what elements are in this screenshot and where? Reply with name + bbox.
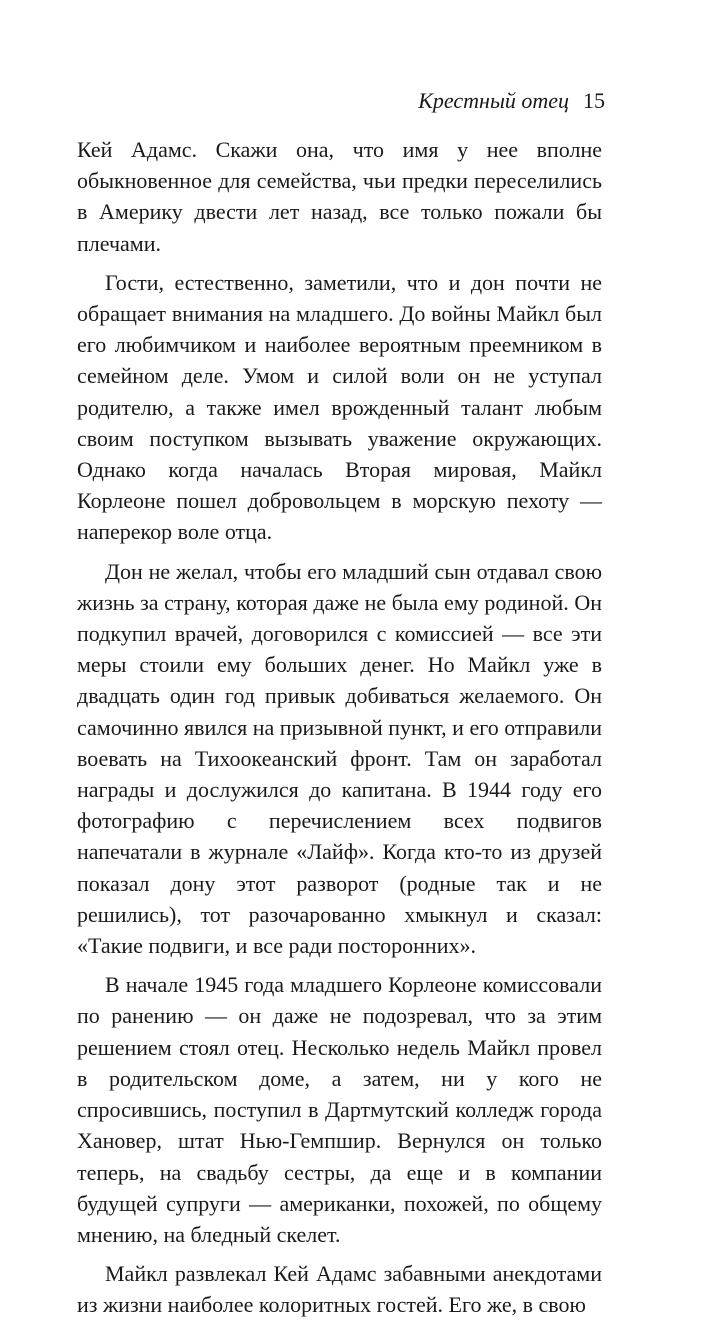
running-head: [418, 88, 605, 114]
body-text: [77, 134, 602, 1321]
paragraph: Дон не желал, чтобы его младший сын отдавал свою жизнь за страну, которая даже не была ему родиной. Он подкупил врачей, договорился с комиссией — все эти меры стоили ему больших денег. Но Майкл уже в двадцать один год привык добиваться желаемого. Он самочинно явился на призывной пункт, и его отправили воевать на Тихоокеанский фронт. Там он заработал награды и дослужился до капитана. В 1944 году его фотографию с перечислением всех подвигов напечатали в журнале «Лайф». Когда кто-то из друзей показал дону этот разворот (родные так и не решились), тот разочарованно хмыкнул и сказал: «Такие подвиги, и все ради посторонних».: [77, 558, 602, 959]
paragraph-continuation: Кей Адамс. Скажи она, что имя у нее вполне обыкновенное для семейства, чьи предки переселились в Америку двести лет назад, все только пожали бы плечами.: [77, 137, 602, 256]
paragraph: Майкл развлекал Кей Адамс забавными анекдотами из жизни наиболее колоритных гостей. Его же, в свою: [77, 1261, 602, 1318]
page-number: 15: [583, 88, 605, 113]
paragraph: В начале 1945 года младшего Корлеоне комиссовали по ранению — он даже не подозревал, что за этим решением стоял отец. Несколько недель Майкл провел в родительском доме, а затем, ни у кого не спросившись, поступил в Дартмутский колледж города Хановер, штат Нью-Гемпшир. Вернулся он только теперь, на свадьбу сестры, да еще и в компании будущей супруги — американки, похожей, по общему мнению, на бледный скелет.: [77, 972, 602, 1247]
running-title: Крестный отец: [418, 88, 569, 113]
paragraph: Гости, естественно, заметили, что и дон почти не обращает внимания на младшего. До войны Майкл был его любимчиком и наиболее вероятным преемником в семейном деле. Умом и силой воли он не уступал родителю, а также имел врожденный талант любым своим поступком вызывать уважение окружающих. Однако когда началась Вторая мировая, Майкл Корлеоне пошел добровольцем в морскую пехоту — наперекор воле отца.: [77, 269, 602, 545]
